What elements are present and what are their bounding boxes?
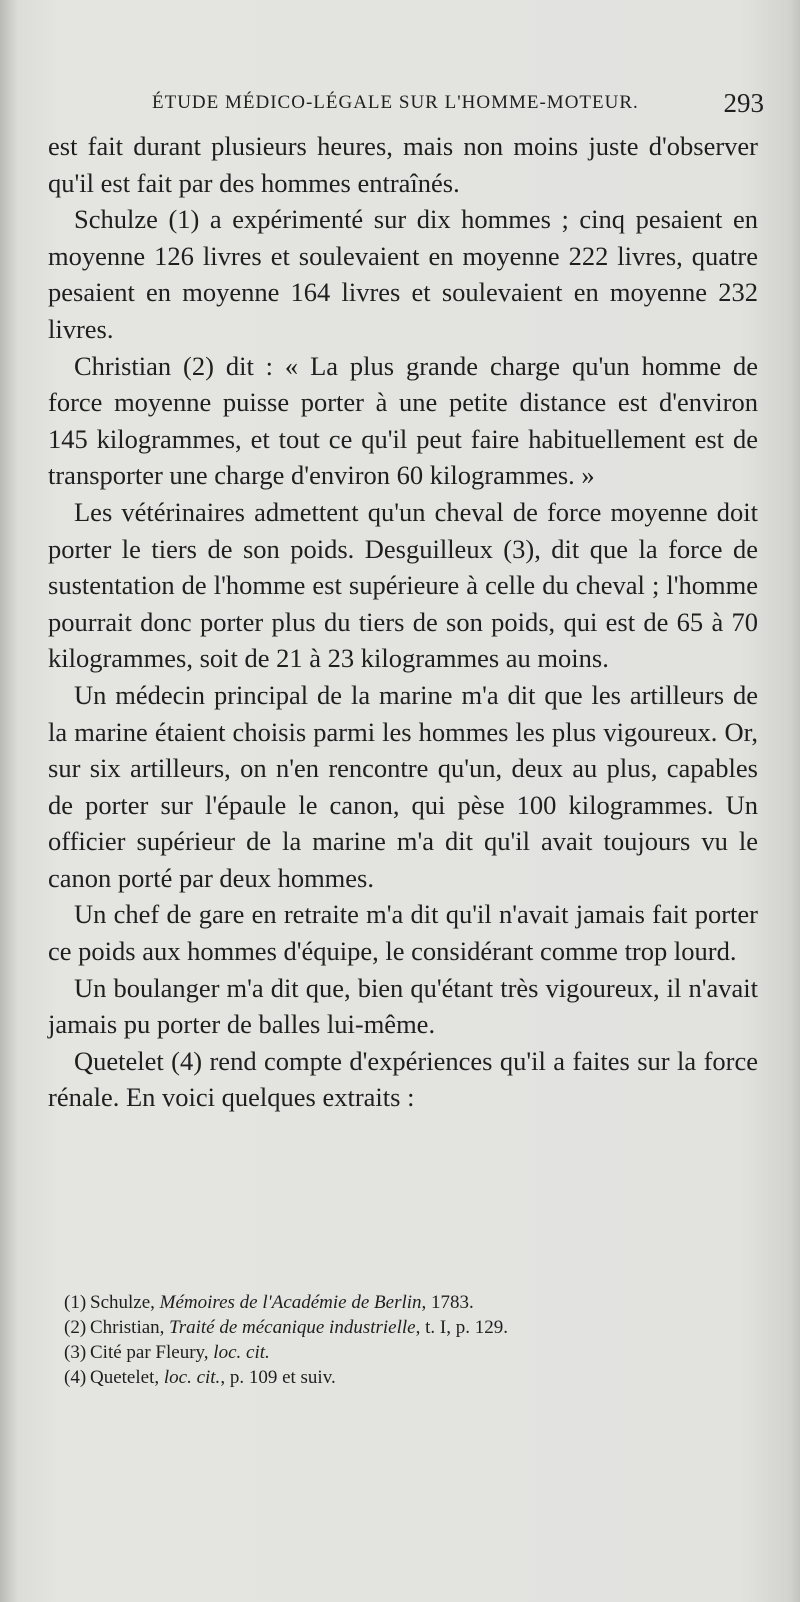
footnote-title: Mémoires de l'Académie de Berlin <box>159 1292 422 1313</box>
footnote-text: Cité par Fleury, <box>90 1342 214 1363</box>
footnote-number: (4) <box>64 1367 87 1388</box>
page-header <box>48 88 770 122</box>
paragraph: Quetelet (4) rend compte d'expériences qu'il a faites sur la force rénale. En voici quelques extraits : <box>48 1045 758 1113</box>
footnote-title: loc. cit. <box>213 1342 270 1363</box>
paragraph: est fait durant plusieurs heures, mais non moins juste d'observer qu'il est fait par des hommes entraînés. <box>48 131 758 198</box>
footnote <box>64 1340 754 1365</box>
running-head: ÉTUDE MÉDICO-LÉGALE SUR L'HOMME-MOTEUR. <box>152 92 639 113</box>
paragraph: Christian (2) dit : « La plus grande charge qu'un homme de force moyenne puisse porter à une petite distance est d'environ 145 kilogrammes, et tout ce qu'il peut faire habituellement est de transporter une charge d'environ 60 kilogrammes. » <box>48 350 758 491</box>
footnote-text: , t. I, p. 129. <box>415 1317 508 1338</box>
footnote-number: (2) <box>64 1317 87 1338</box>
footnote-text: , p. 109 et suiv. <box>220 1367 336 1388</box>
footnotes <box>64 1290 754 1390</box>
body-text <box>48 128 758 1116</box>
footnote-number: (3) <box>64 1342 87 1363</box>
footnote-text: , 1783. <box>421 1292 474 1313</box>
footnote-text: Quetelet, <box>90 1367 164 1388</box>
page-number: 293 <box>723 88 764 118</box>
paragraph: Un boulanger m'a dit que, bien qu'étant très vigoureux, il n'avait jamais pu porter de balles lui-même. <box>48 972 758 1040</box>
footnote-text: Christian, <box>90 1317 170 1338</box>
footnote <box>64 1365 754 1390</box>
paragraph: Les vétérinaires admettent qu'un cheval de force moyenne doit porter le tiers de son poids. Desguilleux (3), dit que la force de sustentation de l'homme est supérieure à celle du cheval ; l'homme pourrait donc porter plus du tiers de son poids, qui est de 65 à 70 kilogrammes, soit de 21 à 23 kilogrammes au moins. <box>48 496 758 674</box>
footnote-title: loc. cit. <box>163 1367 221 1388</box>
paragraph: Schulze (1) a expérimenté sur dix hommes ; cinq pesaient en moyenne 126 livres et soulevaient en moyenne 222 livres, quatre pesaient en moyenne 164 livres et soulevaient en moyenne 232 livres. <box>48 204 758 344</box>
footnote-text: Schulze, <box>90 1292 160 1313</box>
footnote <box>64 1315 754 1340</box>
footnote-title: Traité de mécanique industrielle <box>169 1317 416 1338</box>
footnote-number: (1) <box>64 1292 87 1313</box>
footnote <box>64 1290 754 1315</box>
paragraph: Un médecin principal de la marine m'a dit que les artilleurs de la marine étaient choisis parmi les hommes les plus vigoureux. Or, sur six artilleurs, on n'en rencontre qu'un, deux au plus, capables de porter sur l'épaule le canon, qui pèse 100 kilogrammes. Un officier supérieur de la marine m'a dit qu'il avait toujours vu le canon porté par deux hommes. <box>48 679 758 893</box>
paragraph: Un chef de gare en retraite m'a dit qu'il n'avait jamais fait porter ce poids aux hommes d'équipe, le considérant comme trop lourd. <box>48 899 758 967</box>
